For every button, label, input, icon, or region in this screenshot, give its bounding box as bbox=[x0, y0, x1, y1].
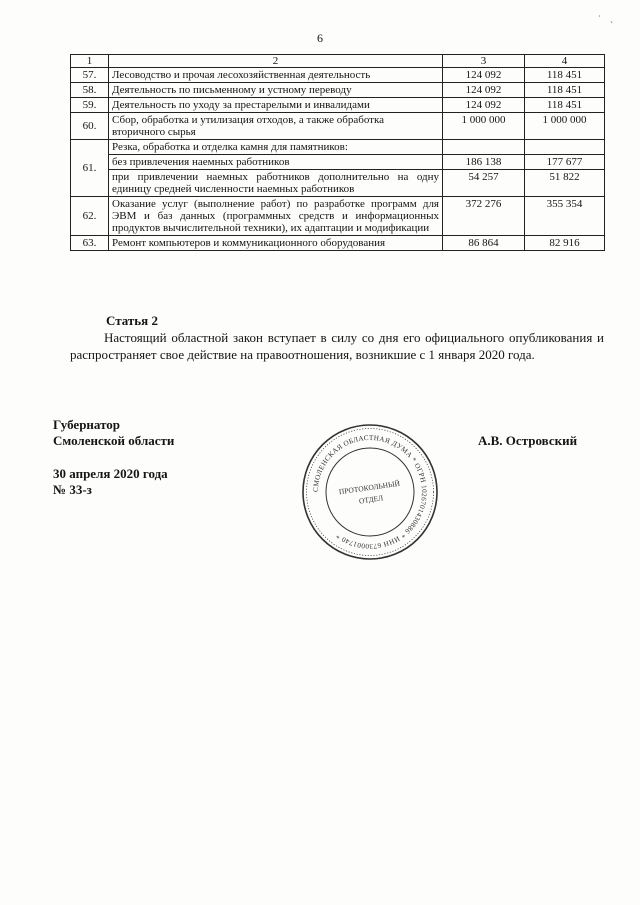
row-number: 60. bbox=[71, 113, 109, 140]
row-value-col3: 124 092 bbox=[443, 83, 525, 98]
row-value-col4 bbox=[525, 140, 605, 155]
row-value-col4: 1 000 000 bbox=[525, 113, 605, 140]
page-number: 6 bbox=[317, 31, 323, 45]
table-row bbox=[71, 68, 605, 83]
table-row bbox=[71, 236, 605, 251]
subrow-value-col3: 186 138 bbox=[443, 155, 525, 170]
row-value-col4: 82 916 bbox=[525, 236, 605, 251]
row-value-col3: 1 000 000 bbox=[443, 113, 525, 140]
subrow-value-col4: 51 822 bbox=[525, 170, 605, 197]
law-number: № 33-з bbox=[53, 482, 92, 497]
subrow-description: при привлечении наемных работников дополнительно на одну единицу средней численности наемных работников bbox=[109, 170, 443, 197]
seal-center-text: ОТДЕЛ bbox=[358, 493, 384, 506]
table-header-cell: 4 bbox=[525, 55, 605, 68]
seal-center-text: ПРОТОКОЛЬНЫЙ bbox=[338, 478, 401, 497]
row-value-col3: 372 276 bbox=[443, 197, 525, 236]
article-title: Статья 2 bbox=[106, 313, 158, 328]
row-number: 57. bbox=[71, 68, 109, 83]
seal-ring-text: СМОЛЕНСКАЯ ОБЛАСТНАЯ ДУМА * ОГРН 1026701430886 * ИНН 6730001740 * bbox=[311, 433, 429, 551]
table-row bbox=[71, 140, 605, 155]
row-value-col4: 118 451 bbox=[525, 68, 605, 83]
row-number: 58. bbox=[71, 83, 109, 98]
row-description: Деятельность по письменному и устному переводу bbox=[109, 83, 443, 98]
table-header-cell: 1 bbox=[71, 55, 109, 68]
seal-outer-ring bbox=[303, 425, 437, 559]
signing-details bbox=[53, 466, 168, 498]
row-description: Оказание услуг (выполнение работ) по разработке программ для ЭВМ и баз данных (программных средств и информационных продуктов вычислительной техники), их адаптации и модификации bbox=[109, 197, 443, 236]
signatory-title-line: Смоленской области bbox=[53, 433, 175, 448]
signatory-title bbox=[53, 417, 174, 449]
table-row bbox=[71, 113, 605, 140]
row-value-col4: 118 451 bbox=[525, 83, 605, 98]
table-subrow bbox=[71, 155, 605, 170]
subrow-description: без привлечения наемных работников bbox=[109, 155, 443, 170]
subrow-value-col4: 177 677 bbox=[525, 155, 605, 170]
row-description: Лесоводство и прочая лесохозяйственная деятельность bbox=[109, 68, 443, 83]
signing-date: 30 апреля 2020 года bbox=[53, 466, 168, 481]
official-seal-stamp bbox=[300, 422, 440, 562]
subrow-value-col3: 54 257 bbox=[443, 170, 525, 197]
row-value-col4: 118 451 bbox=[525, 98, 605, 113]
table-subrow bbox=[71, 170, 605, 197]
row-number: 62. bbox=[71, 197, 109, 236]
table-header-cell: 3 bbox=[443, 55, 525, 68]
table-header-cell: 2 bbox=[109, 55, 443, 68]
row-value-col3: 124 092 bbox=[443, 98, 525, 113]
row-description: Сбор, обработка и утилизация отходов, а также обработка вторичного сырья bbox=[109, 113, 443, 140]
table-row bbox=[71, 98, 605, 113]
scan-mark: ` bbox=[610, 20, 613, 30]
table-row bbox=[71, 197, 605, 236]
row-description: Резка, обработка и отделка камня для памятников: bbox=[109, 140, 443, 155]
row-number: 59. bbox=[71, 98, 109, 113]
row-value-col3 bbox=[443, 140, 525, 155]
scan-mark: ˙ bbox=[598, 14, 601, 24]
row-description: Деятельность по уходу за престарелыми и инвалидами bbox=[109, 98, 443, 113]
table-header-row bbox=[71, 55, 605, 68]
row-description: Ремонт компьютеров и коммуникационного оборудования bbox=[109, 236, 443, 251]
row-number: 63. bbox=[71, 236, 109, 251]
signatory-title-line: Губернатор bbox=[53, 417, 121, 432]
row-value-col3: 86 864 bbox=[443, 236, 525, 251]
row-value-col3: 124 092 bbox=[443, 68, 525, 83]
row-value-col4: 355 354 bbox=[525, 197, 605, 236]
tax-rate-table bbox=[70, 54, 605, 251]
signatory-name: А.В. Островский bbox=[478, 433, 578, 448]
table-row bbox=[71, 83, 605, 98]
article-text: Настоящий областной закон вступает в силу со дня его официального опубликования и распространяет свое действие на правоотношения, возникшие с 1 января 2020 года. bbox=[70, 330, 604, 362]
row-number: 61. bbox=[71, 140, 109, 197]
